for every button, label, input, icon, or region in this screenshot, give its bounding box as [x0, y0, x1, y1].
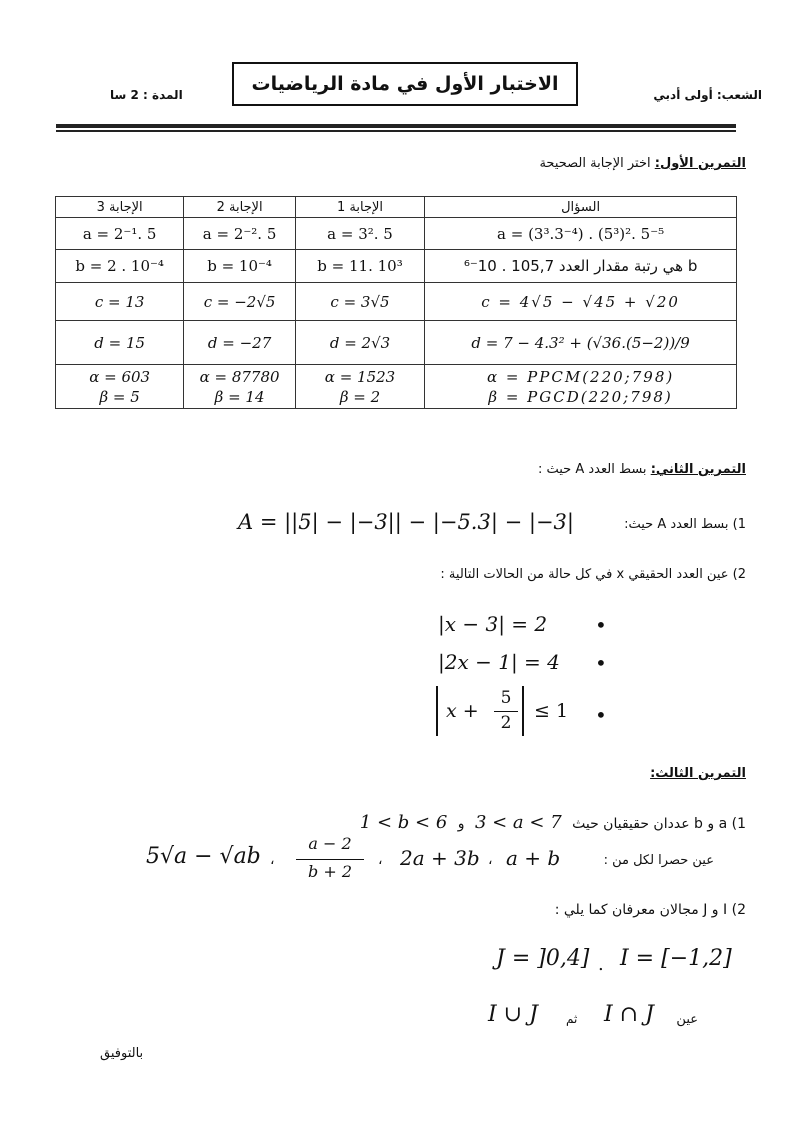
cond-a: 3 < a < 7: [474, 812, 562, 833]
row5-q-alpha: α = PPCM(220;798): [486, 367, 675, 386]
expr-a-plus-b: a + b: [506, 846, 561, 870]
ex3-heading: التمرين الثالث:: [650, 766, 746, 781]
expr-2a-3b: 2a + 3b: [400, 846, 480, 870]
eq3-numerator: 5: [500, 688, 512, 708]
bullet-1: •: [595, 613, 607, 637]
header-rule-thick: [56, 124, 736, 128]
row5-answer-1: [295, 365, 424, 409]
union-expr: I ∪ J: [488, 1002, 538, 1027]
ex3-q2: 2) I و J مجالان معرفان كما يلي :: [554, 902, 746, 918]
row3-answer-3: c = 13: [56, 283, 184, 321]
row4-question: d = 7 − 4.3² + (√36.(5−2))/9: [425, 321, 737, 365]
A-expression: A = ||5| − |−3|| − |−5.3| − |−3|: [238, 510, 574, 534]
row5-q-beta: β = PGCD(220;798): [488, 387, 673, 406]
eq3-lhs: x +: [446, 700, 479, 722]
expr-sqrt: 5√a − √ab: [146, 844, 261, 869]
ex2-intro: بسط العدد A حيث :: [537, 462, 647, 477]
ex2-q1: 1) بسط العدد A حيث:: [624, 517, 746, 532]
ex1-heading: التمرين الأول:: [654, 156, 746, 171]
row2-question: b هي رتبة مقدار العدد 105,7 . 10⁻⁶: [425, 250, 737, 283]
abs-equation-2: |2x − 1| = 4: [438, 650, 560, 674]
expr-frac-den: b + 2: [308, 862, 352, 881]
row4-answer-1: d = 2√3: [295, 321, 424, 365]
abs-bar-left: [436, 686, 442, 736]
ex2-q2: 2) عين العدد الحقيقي x في كل حالة من الحالات التالية :: [440, 567, 746, 582]
col-question: السؤال: [425, 197, 737, 218]
sep-2: ،: [378, 852, 383, 868]
ex3-q1-line: [354, 812, 746, 833]
row1-question: a = (3³.3⁻⁴) . (5³)². 5⁻⁵: [425, 218, 737, 250]
eq3-rhs: ≤ 1: [534, 700, 569, 722]
col-answer-3: الإجابة 3: [56, 197, 184, 218]
row5-question: [425, 365, 737, 409]
col-answer-1: الإجابة 1: [295, 197, 424, 218]
row2-answer-3: b = 2 . 10⁻⁴: [56, 250, 184, 283]
ask-label: عين: [676, 1012, 698, 1027]
table-row: [56, 365, 737, 409]
expr-frac-bar: [296, 859, 364, 860]
ex1-heading-line: [539, 156, 746, 171]
table-row: [56, 283, 737, 321]
row2-answer-2: b = 10⁻⁴: [184, 250, 296, 283]
eq3-fraction-bar: [494, 711, 518, 712]
cond-b: 1 < b < 6: [359, 812, 448, 833]
expr-frac-num: a − 2: [308, 834, 352, 853]
interval-sep: .: [598, 954, 604, 975]
sep-3: ،: [270, 852, 275, 868]
row3-answer-1: c = 3√5: [295, 283, 424, 321]
branch-label: الشعب: أولى أدبي: [653, 88, 762, 102]
duration-label: المدة : 2 سا: [110, 88, 183, 102]
table-header-row: [56, 197, 737, 218]
row1-answer-1: a = 3². 5: [295, 218, 424, 250]
ex3-q1-text: 1) a و b عددان حقيقيان حيث: [572, 816, 746, 832]
col-answer-2: الإجابة 2: [184, 197, 296, 218]
then-label: ثم: [566, 1012, 578, 1026]
row5-a1-beta: β = 2: [339, 387, 381, 406]
row5-a3-alpha: α = 603: [89, 367, 151, 386]
ex3-q1-and: و: [457, 816, 465, 832]
ex2-heading: التمرين الثاني:: [650, 462, 746, 477]
mcq-table: [55, 196, 737, 409]
exam-title: الاختبار الأول في مادة الرياضيات: [232, 62, 578, 106]
row3-answer-2: c = −2√5: [184, 283, 296, 321]
row5-a3-beta: β = 5: [99, 387, 140, 406]
eq3-denominator: 2: [500, 713, 512, 733]
row4-answer-2: d = −27: [184, 321, 296, 365]
row2-answer-1: b = 11. 10³: [295, 250, 424, 283]
closing-text: بالتوفيق: [100, 1046, 144, 1061]
bullet-3: •: [595, 703, 607, 727]
abs-equation-1: |x − 3| = 2: [438, 612, 548, 636]
ex3-q1-ask: عين حصرا لكل من :: [603, 853, 714, 868]
table-row: [56, 218, 737, 250]
row3-question: c = 4√5 − √45 + √20: [425, 283, 737, 321]
row1-answer-2: a = 2⁻². 5: [184, 218, 296, 250]
header-rule-thin: [56, 130, 736, 132]
interval-J: J = ]0,4]: [496, 946, 590, 971]
row4-answer-3: d = 15: [56, 321, 184, 365]
row5-a2-beta: β = 14: [214, 387, 265, 406]
bullet-2: •: [595, 651, 607, 675]
row5-a1-alpha: α = 1523: [324, 367, 396, 386]
table-row: [56, 321, 737, 365]
intersection-expr: I ∩ J: [604, 1002, 654, 1027]
row1-answer-3: a = 2⁻¹. 5: [56, 218, 184, 250]
ex1-instruction: اختر الإجابة الصحيحة: [539, 156, 651, 171]
sep-1: ،: [488, 852, 493, 868]
ex2-heading-line: [538, 462, 746, 477]
row5-answer-3: [56, 365, 184, 409]
row5-a2-alpha: α = 87780: [199, 367, 280, 386]
row5-answer-2: [184, 365, 296, 409]
interval-I: I = [−1,2]: [620, 946, 732, 971]
abs-bar-right: [522, 686, 528, 736]
table-row: [56, 250, 737, 283]
